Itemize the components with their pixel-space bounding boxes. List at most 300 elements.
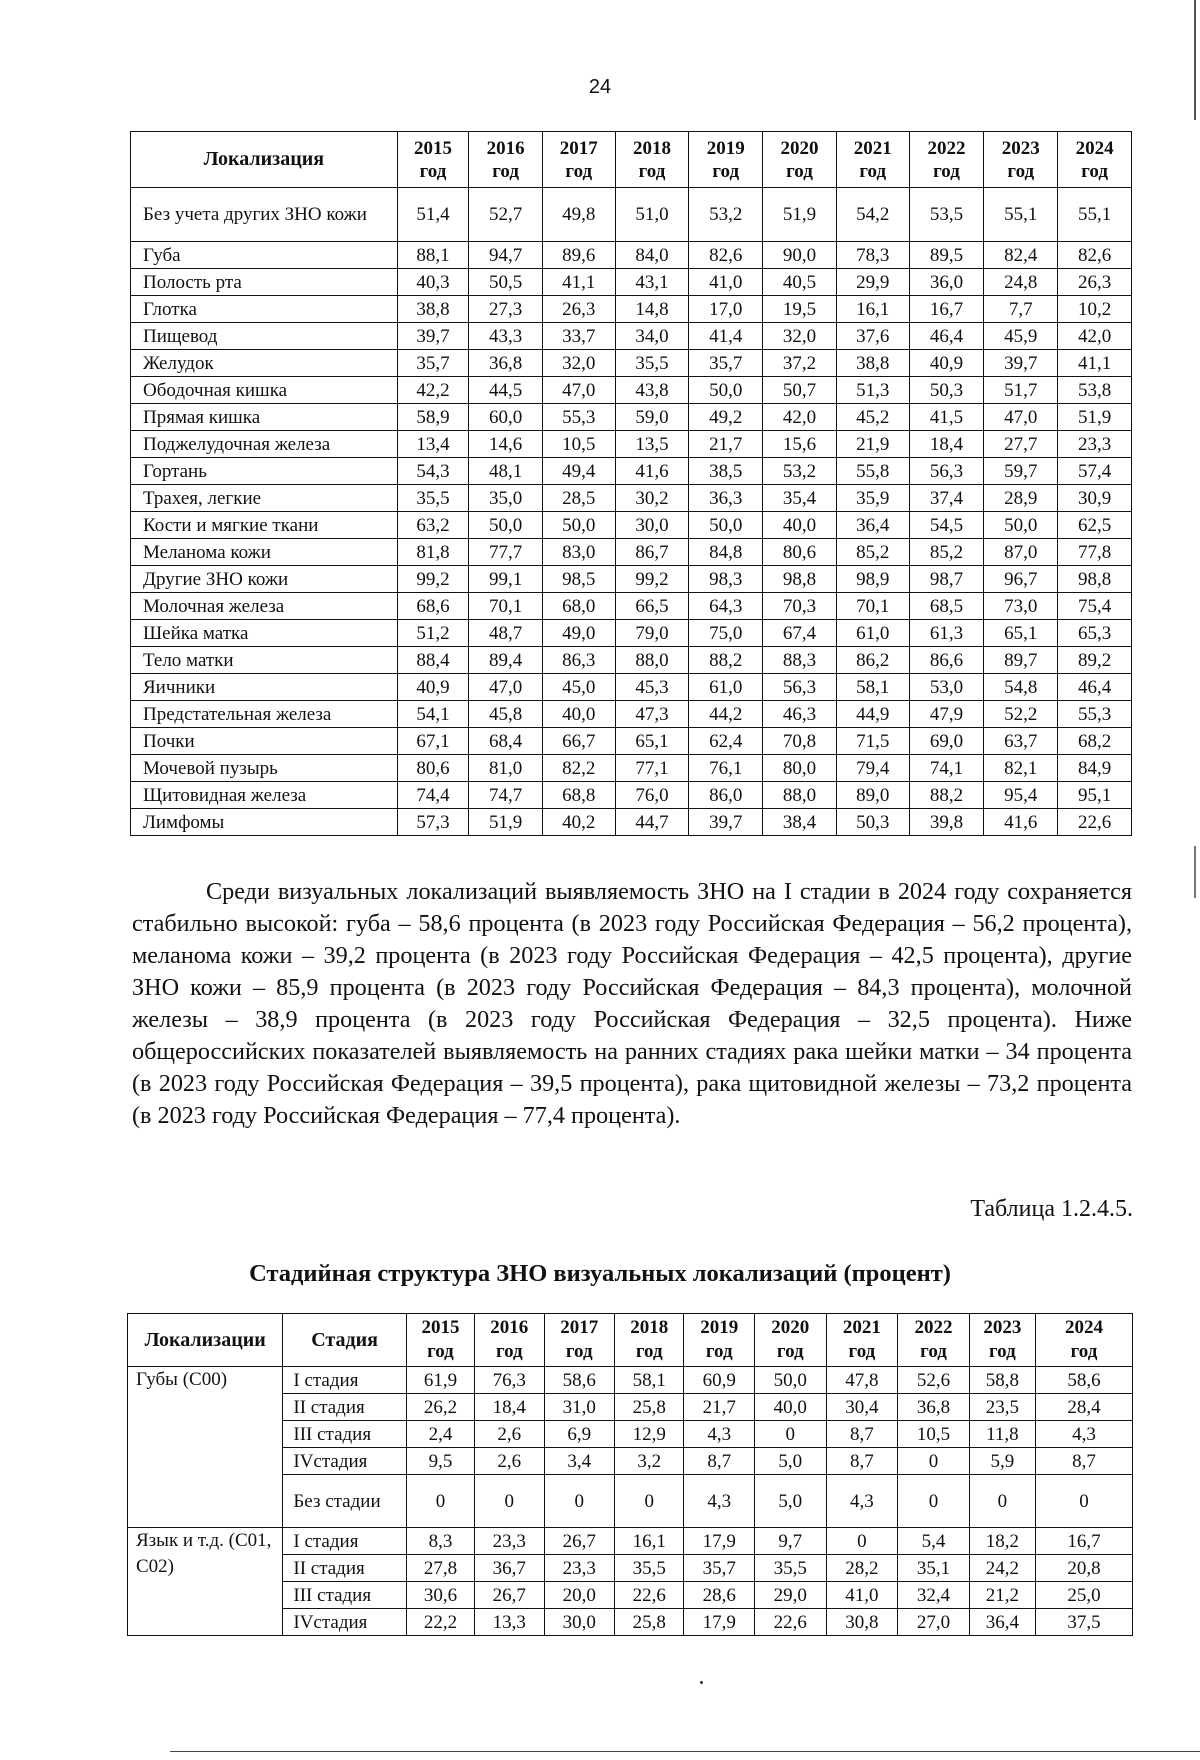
table-cell: 35,5 xyxy=(615,1555,684,1582)
table-cell: 43,3 xyxy=(469,323,543,350)
year-value: 2019 xyxy=(706,137,745,159)
table-cell: 80,6 xyxy=(397,755,469,782)
year-suffix: год xyxy=(933,160,960,182)
table-cell: 26,7 xyxy=(475,1582,544,1609)
year-value: 2018 xyxy=(630,1317,669,1338)
table-cell: 54,1 xyxy=(397,701,469,728)
table-cell: 65,1 xyxy=(615,728,689,755)
table-cell: 4,3 xyxy=(826,1475,898,1528)
table-cell: 39,7 xyxy=(689,809,763,836)
table-header-row xyxy=(131,132,1132,188)
table-cell: 57,4 xyxy=(1058,458,1132,485)
year-suffix: год xyxy=(1070,1341,1098,1362)
table-cell: 68,5 xyxy=(909,593,984,620)
table-cell: 45,0 xyxy=(542,674,615,701)
table-cell: 89,5 xyxy=(909,242,984,269)
table-cell: 89,2 xyxy=(1058,647,1132,674)
table-cell: 99,1 xyxy=(469,566,543,593)
table-cell: 52,6 xyxy=(898,1367,970,1394)
year-value: 2017 xyxy=(559,137,598,159)
column-header-year-2019 xyxy=(689,132,763,188)
table-cell: 8,7 xyxy=(1035,1448,1132,1475)
group-location: Язык и т.д. (С01, С02) xyxy=(128,1528,283,1636)
table-cell: 50,0 xyxy=(689,377,763,404)
table-cell: 22,6 xyxy=(615,1582,684,1609)
table-cell: 35,1 xyxy=(898,1555,970,1582)
table-row xyxy=(131,728,1132,755)
year-suffix: год xyxy=(859,160,887,182)
table-cell: 20,0 xyxy=(544,1582,615,1609)
row-label: Лимфомы xyxy=(131,809,398,836)
table-cell: 35,7 xyxy=(684,1555,755,1582)
table-cell: 41,1 xyxy=(1058,350,1132,377)
table-cell: 24,8 xyxy=(984,269,1058,296)
table-cell: 79,0 xyxy=(615,620,689,647)
table-cell: 49,0 xyxy=(542,620,615,647)
table-cell: 0 xyxy=(406,1475,474,1528)
table-cell: 51,0 xyxy=(615,188,689,242)
row-label: Пищевод xyxy=(131,323,398,350)
year-suffix: год xyxy=(786,160,813,182)
table-cell: 88,4 xyxy=(397,647,469,674)
table-cell: 89,6 xyxy=(542,242,615,269)
year-value: 2023 xyxy=(983,1317,1022,1338)
table-cell: 55,3 xyxy=(542,404,615,431)
table-cell: 35,0 xyxy=(469,485,543,512)
table-cell: 63,7 xyxy=(984,728,1058,755)
year-suffix: год xyxy=(712,160,740,182)
year-suffix: год xyxy=(495,1341,523,1362)
year-value: 2024 xyxy=(1075,137,1114,159)
table-cell: 51,3 xyxy=(836,377,909,404)
table-cell: 25,8 xyxy=(615,1394,684,1421)
group-location: Губы (С00) xyxy=(128,1367,283,1528)
table-cell: 40,3 xyxy=(397,269,469,296)
table-cell: 45,8 xyxy=(469,701,543,728)
table-cell: 22,6 xyxy=(754,1609,826,1636)
table-cell: 62,5 xyxy=(1058,512,1132,539)
table-cell: 68,4 xyxy=(469,728,543,755)
table-cell: 51,9 xyxy=(469,809,543,836)
column-header-year-2024 xyxy=(1035,1314,1132,1367)
table-cell: 44,2 xyxy=(689,701,763,728)
table-cell: 65,1 xyxy=(984,620,1058,647)
table-cell: 27,8 xyxy=(406,1555,474,1582)
table-cell: 28,5 xyxy=(542,485,615,512)
table-cell: 35,5 xyxy=(397,485,469,512)
table-cell: 89,7 xyxy=(984,647,1058,674)
table-row xyxy=(131,512,1132,539)
stage-label: IVстадия xyxy=(283,1448,406,1475)
table-cell: 76,0 xyxy=(615,782,689,809)
table-row xyxy=(131,593,1132,620)
table-cell: 58,8 xyxy=(969,1367,1035,1394)
table-row xyxy=(131,458,1132,485)
table-cell: 47,8 xyxy=(826,1367,898,1394)
table-cell: 38,8 xyxy=(397,296,469,323)
table-cell: 8,3 xyxy=(406,1528,474,1555)
column-header-year-2024 xyxy=(1058,132,1132,188)
column-header-year-2020 xyxy=(763,132,837,188)
table-cell: 43,8 xyxy=(615,377,689,404)
stage-structure-table xyxy=(127,1313,1133,1636)
table-cell: 63,2 xyxy=(397,512,469,539)
year-value: 2017 xyxy=(560,1317,599,1338)
table-cell: 88,0 xyxy=(763,782,837,809)
table-cell: 18,4 xyxy=(475,1394,544,1421)
row-label: Кости и мягкие ткани xyxy=(131,512,398,539)
table-cell: 86,0 xyxy=(689,782,763,809)
table-cell: 33,7 xyxy=(542,323,615,350)
year-suffix: год xyxy=(427,1341,454,1362)
table-cell: 51,7 xyxy=(984,377,1058,404)
table-cell: 90,0 xyxy=(763,242,837,269)
table-cell: 21,7 xyxy=(689,431,763,458)
table-cell: 27,3 xyxy=(469,296,543,323)
column-header-year-2021 xyxy=(836,132,909,188)
year-value: 2020 xyxy=(780,137,819,159)
table-cell: 61,0 xyxy=(689,674,763,701)
table-cell: 41,6 xyxy=(984,809,1058,836)
table-cell: 77,8 xyxy=(1058,539,1132,566)
table-cell: 62,4 xyxy=(689,728,763,755)
column-header-year-2015 xyxy=(397,132,469,188)
table-cell: 31,0 xyxy=(544,1394,615,1421)
table-title: Стадийная структура ЗНО визуальных локализаций (процент) xyxy=(249,1260,951,1287)
column-header-year-2021 xyxy=(826,1314,898,1367)
table-label: Таблица 1.2.4.5. xyxy=(970,1196,1133,1222)
table-cell: 21,2 xyxy=(969,1582,1035,1609)
table-cell: 14,8 xyxy=(615,296,689,323)
stage-label: IVстадия xyxy=(283,1609,406,1636)
column-header-year-2017 xyxy=(542,132,615,188)
year-suffix: год xyxy=(419,160,447,182)
year-suffix: год xyxy=(638,160,666,182)
table-cell: 10,5 xyxy=(542,431,615,458)
table-cell: 88,2 xyxy=(689,647,763,674)
table-cell: 49,2 xyxy=(689,404,763,431)
year-suffix: год xyxy=(565,160,593,182)
table-cell: 4,3 xyxy=(684,1475,755,1528)
year-suffix: год xyxy=(1081,160,1108,182)
table-cell: 98,8 xyxy=(1058,566,1132,593)
table-cell: 37,4 xyxy=(909,485,984,512)
table-cell: 12,9 xyxy=(615,1421,684,1448)
table-row xyxy=(131,782,1132,809)
table-cell: 34,0 xyxy=(615,323,689,350)
table-cell: 89,0 xyxy=(836,782,909,809)
table-cell: 70,1 xyxy=(469,593,543,620)
table-row xyxy=(131,755,1132,782)
table-cell: 66,5 xyxy=(615,593,689,620)
table-cell: 37,5 xyxy=(1035,1609,1132,1636)
table-cell: 54,3 xyxy=(397,458,469,485)
table-cell: 30,9 xyxy=(1058,485,1132,512)
table-header-row xyxy=(128,1314,1133,1367)
table-cell: 41,4 xyxy=(689,323,763,350)
table-cell: 19,5 xyxy=(763,296,837,323)
table-cell: 44,5 xyxy=(469,377,543,404)
table-cell: 0 xyxy=(544,1475,615,1528)
table-cell: 49,8 xyxy=(542,188,615,242)
year-suffix: год xyxy=(635,1341,663,1362)
table-cell: 50,0 xyxy=(689,512,763,539)
table-row xyxy=(131,242,1132,269)
table-cell: 9,5 xyxy=(406,1448,474,1475)
table-cell: 28,6 xyxy=(684,1582,755,1609)
table-cell: 50,0 xyxy=(542,512,615,539)
table-cell: 47,0 xyxy=(469,674,543,701)
table-cell: 35,9 xyxy=(836,485,909,512)
year-suffix: год xyxy=(920,1341,947,1362)
table-cell: 85,2 xyxy=(836,539,909,566)
table-cell: 16,1 xyxy=(615,1528,684,1555)
table-cell: 68,2 xyxy=(1058,728,1132,755)
table-row xyxy=(131,539,1132,566)
table-cell: 85,2 xyxy=(909,539,984,566)
table-cell: 28,4 xyxy=(1035,1394,1132,1421)
table-cell: 80,0 xyxy=(763,755,837,782)
column-header-year-2020 xyxy=(754,1314,826,1367)
column-header-year-2019 xyxy=(684,1314,755,1367)
table-cell: 0 xyxy=(826,1528,898,1555)
table-cell: 74,4 xyxy=(397,782,469,809)
column-header-year-2015 xyxy=(406,1314,474,1367)
table-cell: 43,1 xyxy=(615,269,689,296)
table-cell: 70,8 xyxy=(763,728,837,755)
table-cell: 36,0 xyxy=(909,269,984,296)
table-cell: 46,4 xyxy=(909,323,984,350)
table-cell: 14,6 xyxy=(469,431,543,458)
table-cell: 29,0 xyxy=(754,1582,826,1609)
table-cell: 30,0 xyxy=(544,1609,615,1636)
stage-label: I стадия xyxy=(283,1528,406,1555)
table-cell: 53,5 xyxy=(909,188,984,242)
table-cell: 54,8 xyxy=(984,674,1058,701)
table-row xyxy=(131,350,1132,377)
table-cell: 99,2 xyxy=(615,566,689,593)
table-cell: 32,4 xyxy=(898,1582,970,1609)
table-row xyxy=(131,431,1132,458)
table-cell: 76,3 xyxy=(475,1367,544,1394)
row-label: Без учета других ЗНО кожи xyxy=(131,188,398,242)
table-cell: 67,4 xyxy=(763,620,837,647)
table-cell: 23,5 xyxy=(969,1394,1035,1421)
column-header-year-2016 xyxy=(469,132,543,188)
table-cell: 2,4 xyxy=(406,1421,474,1448)
table-cell: 38,8 xyxy=(836,350,909,377)
table-cell: 0 xyxy=(898,1475,970,1528)
table-cell: 50,5 xyxy=(469,269,543,296)
column-header-year-2023 xyxy=(969,1314,1035,1367)
table-cell: 30,8 xyxy=(826,1609,898,1636)
year-suffix: год xyxy=(848,1341,876,1362)
table-cell: 47,3 xyxy=(615,701,689,728)
row-label: Молочная железа xyxy=(131,593,398,620)
table-cell: 45,2 xyxy=(836,404,909,431)
table-cell: 76,1 xyxy=(689,755,763,782)
table-cell: 41,6 xyxy=(615,458,689,485)
table-cell: 9,7 xyxy=(754,1528,826,1555)
row-label: Яичники xyxy=(131,674,398,701)
scan-speck xyxy=(700,1681,703,1684)
table-cell: 18,2 xyxy=(969,1528,1035,1555)
year-suffix: год xyxy=(1007,160,1035,182)
table-cell: 84,0 xyxy=(615,242,689,269)
table-cell: 46,3 xyxy=(763,701,837,728)
table-cell: 35,4 xyxy=(763,485,837,512)
table-cell: 4,3 xyxy=(1035,1421,1132,1448)
table-cell: 41,0 xyxy=(826,1582,898,1609)
year-value: 2015 xyxy=(421,1317,460,1338)
table-cell: 0 xyxy=(615,1475,684,1528)
table-cell: 44,7 xyxy=(615,809,689,836)
table-cell: 55,8 xyxy=(836,458,909,485)
table-cell: 56,3 xyxy=(763,674,837,701)
table-cell: 0 xyxy=(754,1421,826,1448)
table-cell: 36,7 xyxy=(475,1555,544,1582)
table-cell: 60,0 xyxy=(469,404,543,431)
table-cell: 3,2 xyxy=(615,1448,684,1475)
table-cell: 40,9 xyxy=(397,674,469,701)
table-cell: 0 xyxy=(898,1448,970,1475)
table-cell: 80,6 xyxy=(763,539,837,566)
column-header-stage: Стадия xyxy=(283,1314,406,1367)
scan-bottom-edge xyxy=(170,1751,1200,1752)
table-cell: 17,9 xyxy=(684,1528,755,1555)
table-cell: 70,3 xyxy=(763,593,837,620)
table-cell: 84,8 xyxy=(689,539,763,566)
row-label: Гортань xyxy=(131,458,398,485)
table-cell: 2,6 xyxy=(475,1448,544,1475)
table-cell: 54,5 xyxy=(909,512,984,539)
table-cell: 98,9 xyxy=(836,566,909,593)
table-cell: 36,4 xyxy=(836,512,909,539)
row-label: Мочевой пузырь xyxy=(131,755,398,782)
page-number: 24 xyxy=(588,76,612,98)
table-cell: 35,7 xyxy=(397,350,469,377)
table-cell: 22,6 xyxy=(1058,809,1132,836)
year-suffix: год xyxy=(492,160,519,182)
table-cell: 27,7 xyxy=(984,431,1058,458)
table-cell: 40,0 xyxy=(763,512,837,539)
table-cell: 40,2 xyxy=(542,809,615,836)
table-cell: 53,2 xyxy=(763,458,837,485)
table-cell: 61,9 xyxy=(406,1367,474,1394)
table-cell: 5,0 xyxy=(754,1475,826,1528)
table-cell: 55,3 xyxy=(1058,701,1132,728)
table-cell: 95,1 xyxy=(1058,782,1132,809)
row-label: Прямая кишка xyxy=(131,404,398,431)
table-cell: 75,0 xyxy=(689,620,763,647)
table-cell: 67,1 xyxy=(397,728,469,755)
row-label: Трахея, легкие xyxy=(131,485,398,512)
body-paragraph: Среди визуальных локализаций выявляемость ЗНО на I стадии в 2024 году сохраняется стабильно высокой: губа – 58,6 процента (в 2023 году Российская Федерация – 56,2 процента), меланома кожи – 39,2 процента (в 2023 году Российская Федерация – 42,5 процента), другие ЗНО кожи – 85,9 процента (в 2023 году Российская Федерация – 84,3 процента), молочной железы – 38,9 процента (в 2023 году Российская Федерация – 32,5 процента). Ниже общероссийских показателей выявляемость на ранних стадиях рака шейки матки – 34 процента (в 2023 году Российская Федерация – 39,5 процента), рака щитовидной железы – 73,2 процента (в 2023 году Российская Федерация – 77,4 процента). xyxy=(132,878,1132,1129)
table-cell: 39,8 xyxy=(909,809,984,836)
year-value: 2024 xyxy=(1064,1317,1103,1338)
table-cell: 28,2 xyxy=(826,1555,898,1582)
stage-label: II стадия xyxy=(283,1555,406,1582)
table-cell: 41,1 xyxy=(542,269,615,296)
table-cell: 13,4 xyxy=(397,431,469,458)
table-cell: 50,0 xyxy=(754,1367,826,1394)
table-cell: 36,8 xyxy=(469,350,543,377)
row-label: Желудок xyxy=(131,350,398,377)
table-cell: 82,2 xyxy=(542,755,615,782)
table-cell: 26,7 xyxy=(544,1528,615,1555)
table-cell: 68,8 xyxy=(542,782,615,809)
table-cell: 73,0 xyxy=(984,593,1058,620)
row-label: Другие ЗНО кожи xyxy=(131,566,398,593)
table-cell: 7,7 xyxy=(984,296,1058,323)
column-header-year-2016 xyxy=(475,1314,544,1367)
table-cell: 25,0 xyxy=(1035,1582,1132,1609)
table-cell: 98,3 xyxy=(689,566,763,593)
year-suffix: год xyxy=(705,1341,733,1362)
table-cell: 0 xyxy=(969,1475,1035,1528)
column-header-year-2022 xyxy=(898,1314,970,1367)
table-cell: 98,5 xyxy=(542,566,615,593)
table-cell: 3,4 xyxy=(544,1448,615,1475)
table-cell: 26,2 xyxy=(406,1394,474,1421)
table-cell: 68,6 xyxy=(397,593,469,620)
table-cell: 5,9 xyxy=(969,1448,1035,1475)
table-cell: 45,9 xyxy=(984,323,1058,350)
column-header-year-2023 xyxy=(984,132,1058,188)
table-cell: 47,9 xyxy=(909,701,984,728)
year-value: 2016 xyxy=(490,1317,529,1338)
row-label: Предстательная железа xyxy=(131,701,398,728)
year-suffix: год xyxy=(989,1341,1016,1362)
table-cell: 55,1 xyxy=(984,188,1058,242)
table-cell: 37,6 xyxy=(836,323,909,350)
year-value: 2016 xyxy=(486,137,525,159)
table-cell: 78,3 xyxy=(836,242,909,269)
table-cell: 28,9 xyxy=(984,485,1058,512)
table-cell: 22,2 xyxy=(406,1609,474,1636)
year-value: 2023 xyxy=(1001,137,1040,159)
table-cell: 38,5 xyxy=(689,458,763,485)
table-cell: 4,3 xyxy=(684,1421,755,1448)
table-cell: 53,2 xyxy=(689,188,763,242)
row-label: Полость рта xyxy=(131,269,398,296)
row-label: Щитовидная железа xyxy=(131,782,398,809)
table-cell: 52,2 xyxy=(984,701,1058,728)
table-cell: 96,7 xyxy=(984,566,1058,593)
row-label: Меланома кожи xyxy=(131,539,398,566)
table-cell: 86,7 xyxy=(615,539,689,566)
year-value: 2019 xyxy=(700,1317,739,1338)
column-header-location: Локализация xyxy=(131,132,398,188)
table-cell: 86,2 xyxy=(836,647,909,674)
stage-label: III стадия xyxy=(283,1582,406,1609)
table-cell: 16,7 xyxy=(909,296,984,323)
table-cell: 23,3 xyxy=(544,1555,615,1582)
table-row xyxy=(128,1367,1133,1394)
table-row xyxy=(131,674,1132,701)
table-cell: 51,9 xyxy=(763,188,837,242)
table-cell: 5,4 xyxy=(898,1528,970,1555)
year-value: 2018 xyxy=(632,137,671,159)
table-cell: 50,0 xyxy=(984,512,1058,539)
table-cell: 17,9 xyxy=(684,1609,755,1636)
table-cell: 26,3 xyxy=(1058,269,1132,296)
table-cell: 23,3 xyxy=(1058,431,1132,458)
table-cell: 58,6 xyxy=(1035,1367,1132,1394)
table-cell: 87,0 xyxy=(984,539,1058,566)
table-cell: 42,0 xyxy=(763,404,837,431)
table-cell: 48,1 xyxy=(469,458,543,485)
